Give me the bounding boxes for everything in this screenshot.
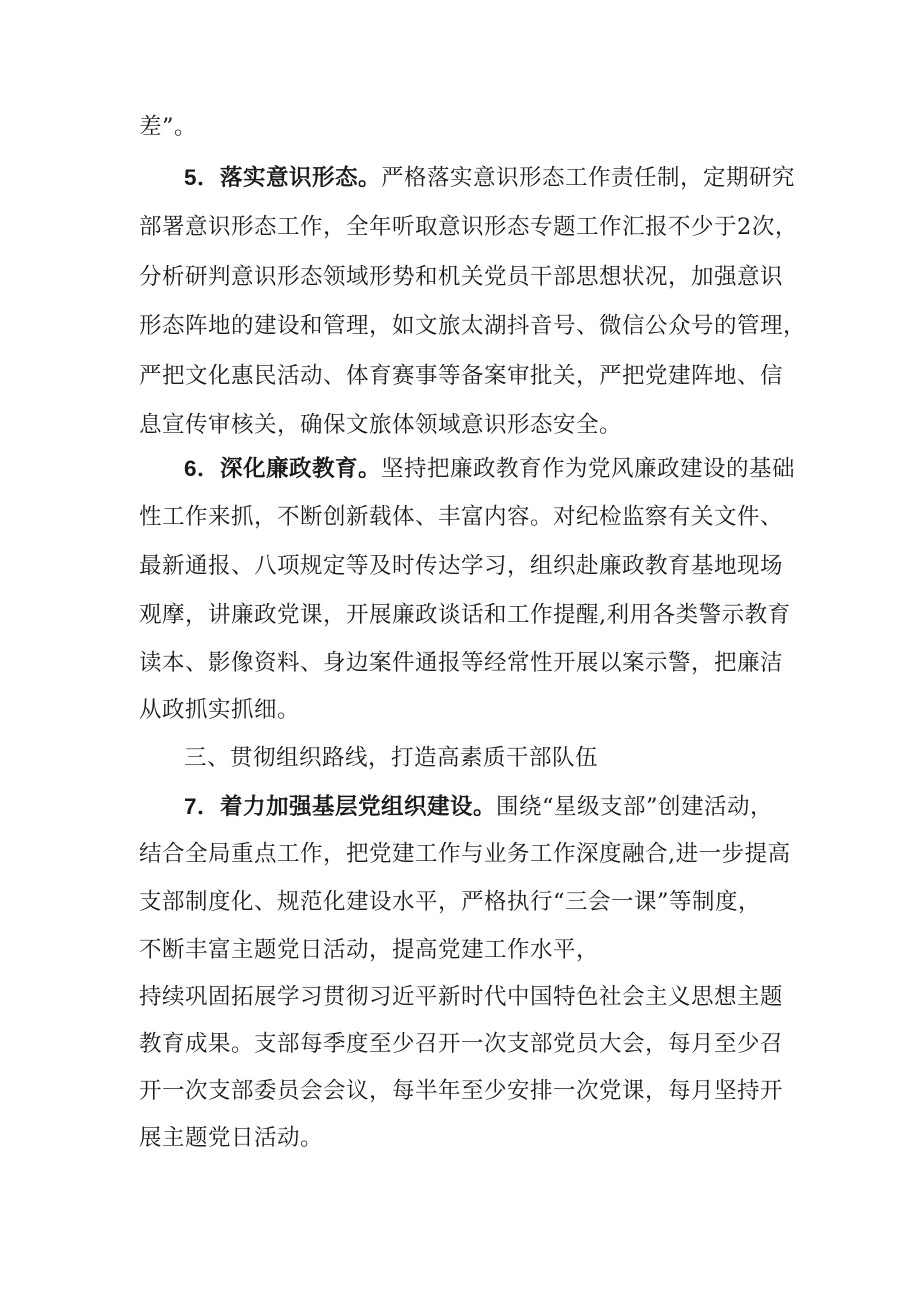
item-6-title: 深化廉政教育。 bbox=[220, 456, 382, 482]
item-7-line bbox=[0, 1118, 920, 1158]
item-5-text: 分析研判意识形态领域形势和机关党员干部思想状况，加强意识 bbox=[139, 264, 784, 290]
item-7-text: 教育成果。支部每季度至少召开一次支部党员大会，每月至少召 bbox=[139, 1031, 784, 1057]
item-5-separator: ． bbox=[197, 165, 221, 190]
item-7-line bbox=[0, 1024, 920, 1064]
item-7-text: 围绕“星级支部”创建活动， bbox=[496, 794, 774, 820]
item-6-text: 观摩，讲廉政党课，开展廉政谈话和工作提醒,利用各类警示教育 bbox=[139, 602, 791, 628]
item-6-text: 坚持把廉政教育作为党风廉政建设的基础 bbox=[381, 456, 796, 482]
item-7-line bbox=[0, 977, 920, 1017]
item-7-separator: ． bbox=[197, 794, 221, 819]
item-7-line bbox=[0, 1071, 920, 1111]
item-6-separator: ． bbox=[197, 456, 221, 481]
item-6-text: 读本、影像资料、身边案件通报等经常性开展以案示警，把廉洁 bbox=[139, 650, 784, 676]
item-5-number: 5 bbox=[184, 165, 198, 190]
item-5-text: 形态阵地的建设和管理，如文旅太湖抖音号、微信公众号的管理， bbox=[139, 313, 807, 339]
item-6-line bbox=[0, 497, 920, 537]
item-7-line bbox=[0, 834, 920, 874]
item-5-text: 严把文化惠民活动、体育赛事等备案审批关，严把党建阵地、信 bbox=[139, 363, 784, 389]
item-5-line bbox=[0, 405, 920, 445]
item-7-title: 着力加强基层党组织建设。 bbox=[220, 794, 497, 820]
item-5-line bbox=[0, 158, 920, 198]
item-5-line bbox=[0, 257, 920, 297]
item-6-line bbox=[0, 643, 920, 683]
item-5-title: 落实意识形态。 bbox=[220, 165, 382, 191]
section-heading bbox=[0, 738, 920, 778]
item-7-text: 不断丰富主题党日活动，提高党建工作水平， bbox=[139, 937, 600, 963]
item-5-text: 严格落实意识形态工作责任制，定期研究 bbox=[381, 165, 796, 191]
paragraph-line bbox=[0, 107, 920, 147]
item-7-line bbox=[0, 787, 920, 827]
item-6-text: 从政抓实抓细。 bbox=[139, 697, 301, 723]
item-6-line bbox=[0, 546, 920, 586]
item-7-text: 结合全局重点工作，把党建工作与业务工作深度融合,进一步提高 bbox=[139, 841, 791, 867]
item-5-line bbox=[0, 356, 920, 396]
paragraph-text: 差”。 bbox=[139, 114, 198, 140]
item-7-text: 支部制度化、规范化建设水平，严格执行“三会一课”等制度， bbox=[139, 889, 762, 915]
item-7-text: 开一次支部委员会会议，每半年至少安排一次党课，每月坚持开 bbox=[139, 1078, 784, 1104]
item-7-text: 持续巩固拓展学习贯彻习近平新时代中国特色社会主义思想主题 bbox=[139, 984, 784, 1010]
item-5-line bbox=[0, 207, 920, 247]
item-6-line bbox=[0, 595, 920, 635]
item-7-line bbox=[0, 930, 920, 970]
section-3-heading: 三、贯彻组织路线，打造高素质干部队伍 bbox=[184, 745, 599, 771]
item-7-number: 7 bbox=[184, 794, 198, 819]
item-5-text: 部署意识形态工作，全年听取意识形态专题工作汇报不少于2次， bbox=[139, 214, 798, 240]
item-6-text: 性工作来抓，不断创新载体、丰富内容。对纪检监察有关文件、 bbox=[139, 504, 784, 530]
item-6-number: 6 bbox=[184, 456, 198, 481]
item-5-line bbox=[0, 306, 920, 346]
item-6-text: 最新通报、八项规定等及时传达学习，组织赴廉政教育基地现场 bbox=[139, 553, 784, 579]
item-6-line bbox=[0, 449, 920, 489]
item-7-line bbox=[0, 882, 920, 922]
item-7-text: 展主题党日活动。 bbox=[139, 1125, 324, 1151]
item-6-line bbox=[0, 690, 920, 730]
item-5-text: 息宣传审核关，确保文旅体领域意识形态安全。 bbox=[139, 412, 623, 438]
